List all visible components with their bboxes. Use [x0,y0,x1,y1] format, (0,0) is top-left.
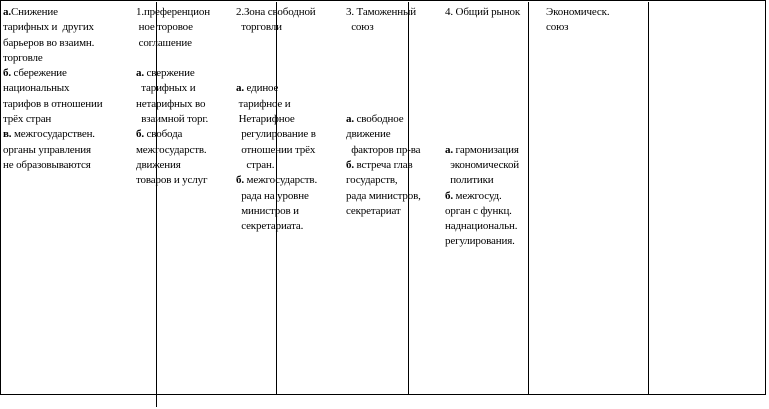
line-text: государств, [346,174,398,187]
text-line [236,97,317,112]
text-line [136,36,210,51]
item-marker: а. [346,113,354,126]
text-line [236,158,317,173]
line-text: союз [346,21,374,34]
line-text: секретариат [346,204,401,217]
text-line [136,97,210,112]
text-line [3,36,102,51]
text-line [236,36,317,51]
divider-line [648,2,649,395]
line-text: тарифное и [236,97,291,110]
text-line [445,51,520,66]
text-line [445,81,520,96]
line-text: Нетарифное [236,113,295,126]
line-text [346,52,349,64]
line-text: свержение [143,67,195,80]
item-marker: а. [236,82,244,95]
text-line [236,66,317,81]
text-line [346,20,421,35]
text-line [136,5,210,20]
item-marker: б. [236,174,244,187]
line-text [346,98,349,110]
text-line [346,127,421,142]
text-line [3,20,102,35]
column-free-trade-zone [236,5,317,234]
item-marker: в. [3,128,12,141]
text-line [445,66,520,81]
line-text: стран. [236,158,275,171]
text-line [346,97,421,112]
line-text: тарифных и других [3,21,94,34]
line-text: Экономическ. [546,6,610,18]
text-line [136,143,210,158]
line-text [346,82,349,94]
text-line [445,36,520,51]
line-text: органы управления [3,143,91,156]
line-text: политики [445,174,494,187]
line-text: экономической [445,158,520,171]
column-customs-union [346,5,421,219]
text-line [445,204,520,219]
line-text: свободное [353,113,404,126]
text-line [136,66,210,81]
line-text [445,128,448,140]
line-text: гармонизация [452,143,519,156]
line-text: сбережение [10,67,67,80]
line-text: взаимной торг. [136,113,209,126]
line-text: секретариата. [236,220,304,233]
line-text: трёх стран [3,113,52,126]
text-line [3,158,102,173]
text-line [236,127,317,142]
text-line [445,112,520,127]
text-line [3,51,102,66]
line-text [236,52,239,64]
text-line [236,204,317,219]
text-line [3,5,102,20]
line-text [236,67,239,79]
text-line [236,143,317,158]
text-line [346,204,421,219]
line-text: движение [346,128,391,141]
text-line [346,51,421,66]
text-line [445,127,520,142]
text-line [346,66,421,81]
text-line [236,189,317,204]
text-line [136,20,210,35]
text-line [236,219,317,234]
line-text [445,82,448,94]
text-line [445,189,520,204]
text-line [346,36,421,51]
line-text: межгосударств. [243,174,318,187]
text-line [346,112,421,127]
line-text: движения [136,158,181,171]
line-text: свобода [143,128,183,141]
line-text [236,37,239,49]
line-text [136,52,139,64]
line-text: 1.преференцион [136,6,210,18]
line-text: отношении трёх [236,143,316,156]
text-line [445,143,520,158]
text-line [236,81,317,96]
line-text: соглашение [136,36,192,49]
line-text: товаров и услуг [136,174,208,187]
line-text: межгосуд. [452,189,502,202]
text-line [236,20,317,35]
text-line [3,127,102,142]
item-marker: б. [136,128,144,141]
text-line [445,173,520,188]
line-text: межгосударствен. [11,128,95,141]
text-line [236,173,317,188]
line-text: единое [243,82,279,95]
text-line [445,5,520,20]
text-line [136,51,210,66]
line-text: союз [546,21,569,34]
text-line [3,143,102,158]
text-line [136,173,210,188]
text-line [136,127,210,142]
text-line [3,97,102,112]
line-text: Снижение [10,6,58,18]
line-text: 4. Общий рынок [445,6,521,18]
column-economic-union [546,5,609,36]
line-text: рада министров, [346,189,421,202]
line-text: 2.Зона свободной [236,6,316,18]
line-text [445,67,448,79]
text-line [546,5,609,20]
text-line [546,20,609,35]
line-text [445,113,448,125]
text-line [346,5,421,20]
text-line [136,81,210,96]
text-line [445,219,520,234]
text-line [346,81,421,96]
line-text: рада на уровне [236,189,309,202]
line-text: тарифных и [136,82,196,95]
item-marker: а. [3,6,11,18]
line-text: ное торовое [136,21,193,34]
text-line [346,173,421,188]
text-line [3,112,102,127]
line-text: торговле [3,51,43,64]
divider-line [528,2,529,395]
line-text: торговли [236,21,282,34]
line-text: не образовываются [3,158,91,171]
item-marker: а. [445,143,453,156]
text-line [445,97,520,112]
text-line [3,81,102,96]
line-text [346,67,349,79]
line-text: наднациональн. [445,220,518,233]
line-text: орган с функц. [445,204,512,217]
column-preferential-agreement [136,5,210,189]
line-text: регулирования. [445,235,515,248]
text-line [236,112,317,127]
text-line [136,112,210,127]
text-line [346,158,421,173]
text-line [346,143,421,158]
line-text [445,21,448,33]
line-text: факторов пр-ва [346,143,421,156]
column-stage-text [3,5,102,173]
line-text [346,37,349,49]
line-text [445,98,448,110]
line-text: барьеров во взаимн. [3,36,95,49]
text-line [445,234,520,249]
line-text: встреча глав [353,158,413,171]
item-marker: б. [346,158,354,171]
text-line [346,189,421,204]
item-marker: б. [3,67,11,80]
line-text [445,52,448,64]
line-text: национальных [3,82,70,95]
item-marker: а. [136,67,144,80]
text-line [236,51,317,66]
item-marker: б. [445,189,453,202]
text-line [445,20,520,35]
text-line [236,5,317,20]
line-text: межгосударств. [136,143,207,156]
text-line [3,66,102,81]
text-line [136,158,210,173]
column-common-market [445,5,520,250]
text-line [445,158,520,173]
line-text: тарифов в отношении [3,97,103,110]
line-text: министров и [236,204,299,217]
line-text: нетарифных во [136,97,206,110]
line-text: 3. Таможенный [346,6,416,18]
line-text [445,37,448,49]
line-text: регулирование в [236,128,316,141]
